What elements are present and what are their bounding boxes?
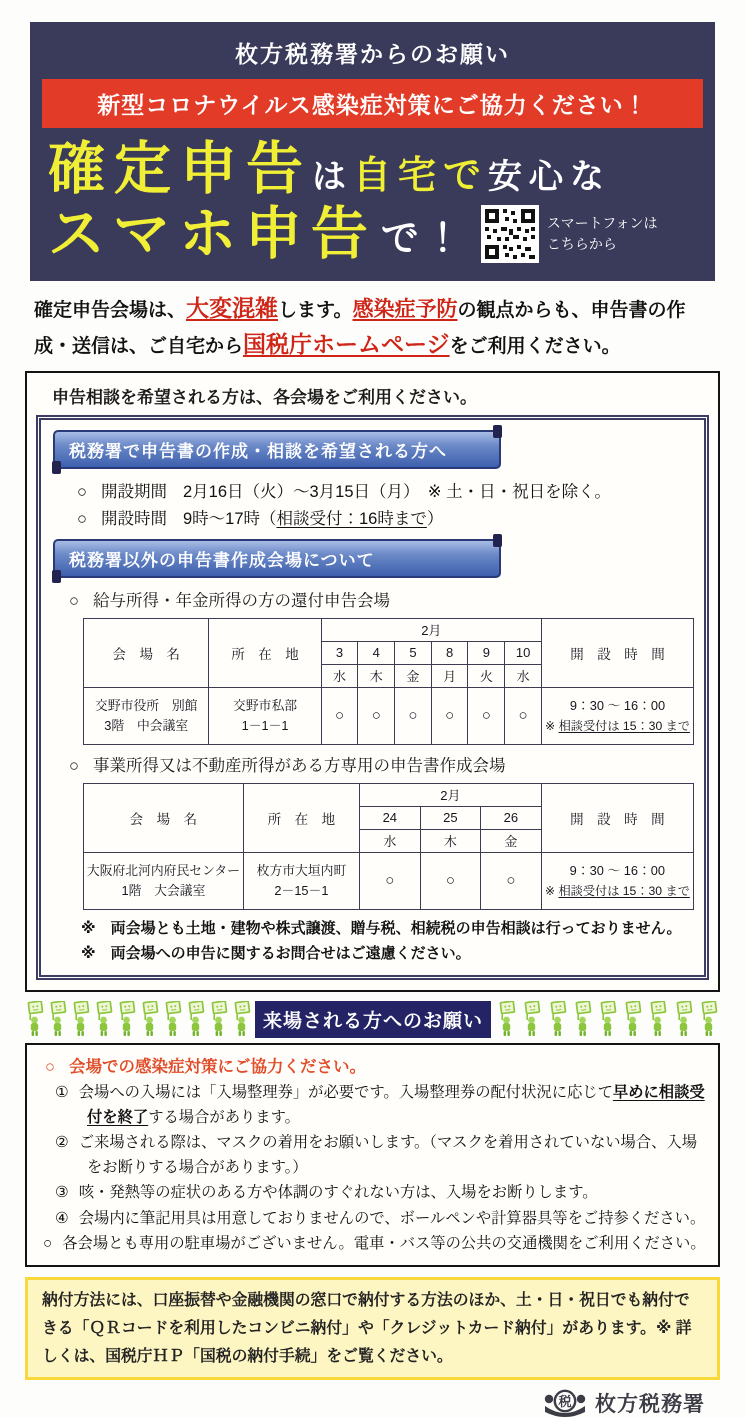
date-row: 24 25 26 <box>84 806 694 829</box>
section-heading-other-venues: 税務署以外の申告書作成会場について <box>53 539 501 578</box>
day-row: 水 木 金 <box>84 829 694 852</box>
emphasis-konzatsu: 大変混雑 <box>186 295 279 322</box>
day-row: 水 木 金 月 火 水 <box>84 664 694 687</box>
headline-wa: は <box>312 158 353 196</box>
footer <box>0 1388 705 1418</box>
emphasis-yobou: 感染症予防 <box>352 298 458 322</box>
table-row: 交野市役所 別館 3階 中会議室 交野市私部 1－1－1 ○ ○ ○ ○ ○ ○ 9：30 ～ 16：00 ※ 相談受付は 15：30 まで <box>84 687 694 744</box>
hero-panel <box>30 22 715 281</box>
col-header-month: 2月 <box>321 618 541 641</box>
col-header-hours: 開 設 時 間 <box>541 618 693 687</box>
mascot-row-right <box>495 1001 720 1037</box>
hours-cell: 9：30 ～ 16：00 ※ 相談受付は 15：30 まで <box>541 687 693 744</box>
headline-anshin: 安心な <box>488 158 612 196</box>
emphasis-nta-homepage: 国税庁ホームページ <box>243 331 450 358</box>
venue-info-box <box>25 371 720 993</box>
flag-holding-figure-icon <box>674 1001 693 1037</box>
request-item-1: ① 会場への入場には「入場整理券」が必要です。入場整理券の配付状況に応じて早めに相談受付を終了する場合があります。 <box>55 1084 705 1126</box>
venue-inner-box <box>36 415 709 981</box>
flag-holding-figure-icon <box>140 1001 159 1037</box>
flag-holding-figure-icon <box>548 1001 567 1037</box>
col-header-address: 所 在 地 <box>209 618 321 687</box>
flag-holding-figure-icon <box>699 1001 718 1037</box>
refund-venue-table <box>83 618 694 745</box>
flag-holding-figure-icon <box>48 1001 67 1037</box>
qr-caption: スマートフォンは こちらから <box>546 215 658 253</box>
opening-hours-line: ○ 開設時間 9時～17時（相談受付：16時まで） <box>77 509 444 528</box>
flag-holding-figure-icon <box>573 1001 592 1037</box>
flag-holding-figure-icon <box>186 1001 205 1037</box>
col-header-month: 2月 <box>360 783 542 806</box>
request-item-parking: ○ 各会場とも専用の駐車場がございません。電車・バス等の公共の交通機関をご利用ください。 <box>43 1234 706 1252</box>
qr-block <box>481 205 658 263</box>
headline-de: で <box>443 155 489 197</box>
headline-line-1 <box>30 138 715 201</box>
venue-name-cell: 大阪府北河内府民センター 1階 大会議室 <box>84 852 244 909</box>
flag-holding-figure-icon <box>71 1001 90 1037</box>
infection-measures-heading: ○ 会場での感染症対策にご協力ください。 <box>45 1058 366 1077</box>
flag-holding-figure-icon <box>522 1001 541 1037</box>
col-header-address: 所 在 地 <box>243 783 359 852</box>
infection-measures-box <box>25 1043 720 1267</box>
intro-paragraph: 確定申告会場は、大変混雑します。感染症予防の観点からも、申告書の作成・送信は、ご自宅から国税庁ホームページをご利用ください。 <box>34 295 686 358</box>
table-note-2: ※ 両会場への申告に関するお問合せはご遠慮ください。 <box>81 944 471 962</box>
col-header-hours: 開 設 時 間 <box>541 783 693 852</box>
flag-holding-figure-icon <box>623 1001 642 1037</box>
flag-holding-figure-icon <box>25 1001 44 1037</box>
business-venue-table <box>83 783 694 910</box>
request-item-2: ② ご来場される際は、マスクの着用をお願いします。（マスクを着用されていない場合、入場をお断りする場合があります。） <box>55 1134 698 1176</box>
page-title: 枚方税務署からのお願い <box>235 41 510 67</box>
sub-title-business-venue: ○ 事業所得又は不動産所得がある方専用の申告書作成会場 <box>69 756 506 775</box>
table-note-1: ※ 両会場とも土地・建物や株式譲渡、贈与税、相続税の申告相談は行っておりません。 <box>81 919 682 937</box>
flag-holding-figure-icon <box>497 1001 516 1037</box>
flag-holding-figure-icon <box>117 1001 136 1037</box>
headline-line-2 <box>30 203 715 266</box>
flag-holding-figure-icon <box>232 1001 251 1037</box>
hours-cell: 9：30 ～ 16：00 ※ 相談受付は 15：30 まで <box>541 852 693 909</box>
col-header-venue: 会 場 名 <box>84 618 209 687</box>
request-item-4: ④ 会場内に筆記用具は用意しておりませんので、ボールペンや計算器具等をご持参ください。 <box>55 1209 706 1227</box>
headline-de2: で！ <box>380 217 467 260</box>
date-row: 3 4 5 8 9 10 <box>84 641 694 664</box>
mascot-row-left <box>25 1001 251 1037</box>
svg-text:税: 税 <box>558 1394 572 1410</box>
flag-holding-figure-icon <box>598 1001 617 1037</box>
venue-name-cell: 交野市役所 別館 3階 中会議室 <box>84 687 209 744</box>
qr-code-icon <box>481 205 539 263</box>
headline-sumaho: スマホ申告 <box>48 201 377 266</box>
headline-kakutei: 確定申告 <box>48 137 312 201</box>
sub-title-refund-venue: ○ 給与所得・年金所得の方の還付申告会場 <box>69 591 390 610</box>
venue-lead-text: 申告相談を希望される方は、各会場をご利用ください。 <box>52 387 477 407</box>
address-cell: 枚方市大垣内町 2－15－1 <box>243 852 359 909</box>
covid-banner: 新型コロナウイルス感染症対策にご協力ください！ <box>42 79 703 128</box>
section-heading-tax-office: 税務署で申告書の作成・相談を希望される方へ <box>53 430 501 469</box>
nta-tax-mascot-icon <box>541 1388 589 1418</box>
flag-holding-figure-icon <box>163 1001 182 1037</box>
opening-period-line: ○ 開設期間 2月16日（火）～3月15日（月） ※ 土・日・祝日を除く。 <box>77 482 611 501</box>
headline-jitaku: 自宅 <box>353 155 444 197</box>
visitor-request-header-row <box>25 997 720 1041</box>
office-name: 枚方税務署 <box>595 1393 705 1417</box>
request-item-3: ③ 咳・発熱等の症状のある方や体調のすぐれない方は、入場をお断りします。 <box>55 1184 598 1202</box>
flag-holding-figure-icon <box>209 1001 228 1037</box>
col-header-venue: 会 場 名 <box>84 783 244 852</box>
flag-holding-figure-icon <box>94 1001 113 1037</box>
visitor-request-badge: 来場される方へのお願い <box>255 1001 491 1038</box>
address-cell: 交野市私部 1－1－1 <box>209 687 321 744</box>
flag-holding-figure-icon <box>648 1001 667 1037</box>
payment-methods-box: 納付方法には、口座振替や金融機関の窓口で納付する方法のほか、土・日・祝日でも納付できる「ＱＲコードを利用したコンビニ納付」や「クレジットカード納付」があります。※ 詳しくは、国税庁ＨＰ「国税の納付手続」をご覧ください。 <box>25 1277 720 1380</box>
table-row: 大阪府北河内府民センター 1階 大会議室 枚方市大垣内町 2－15－1 ○ ○ ○ 9：30 ～ 16：00 ※ 相談受付は 15：30 まで <box>84 852 694 909</box>
